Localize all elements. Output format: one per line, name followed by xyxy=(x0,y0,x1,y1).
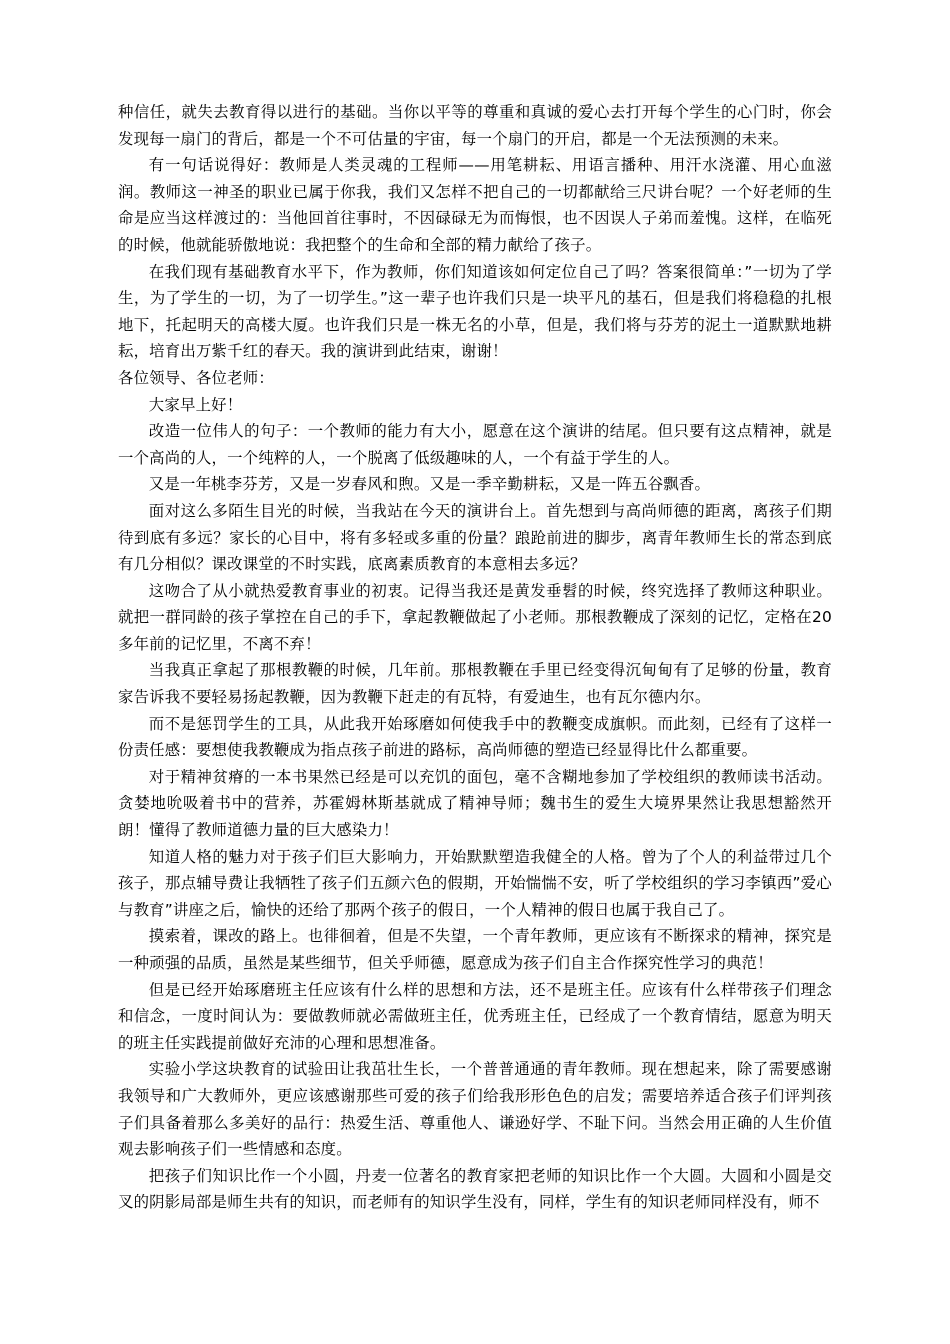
document-body xyxy=(118,99,832,1216)
paragraph: 而不是惩罚学生的工具，从此我开始琢磨如何使我手中的教鞭变成旗帜。而此刻，已经有了这样一份责任感：要想使我教鞭成为指点孩子前进的路标，高尚师德的塑造已经显得比什么都重要。 xyxy=(118,714,832,760)
paragraph: 实验小学这块教育的试验田让我茁壮生长，一个普普通通的青年教师。现在想起来，除了需要感谢我领导和广大教师外，更应该感谢那些可爱的孩子们给我形形色色的启发；需要培养适合孩子们评判孩子们具备着那么多美好的品行：热爱生活、尊重他人、谦逊好学、不耻下问。当然会用正确的人生价值观去影响孩子们一些情感和态度。 xyxy=(118,1060,832,1159)
greeting: 大家早上好！ xyxy=(148,395,243,414)
paragraph: 在我们现有基础教育水平下，作为教师，你们知道该如何定位自己了吗？答案很简单：”一切为了学生，为了学生的一切，为了一切学生。”这一辈子也许我们只是一块平凡的基石，但是我们将稳稳的扎根地下，托起明天的高楼大厦。也许我们只是一株无名的小草，但是，我们将与芬芳的泥土一道默默地耕耘，培育出万紫千红的春天。我的演讲到此结束，谢谢！ xyxy=(118,262,832,361)
paragraph: 摸索着，课改的路上。也徘徊着，但是不失望，一个青年教师，更应该有不断探求的精神，探究是一种顽强的品质，虽然是某些细节，但关乎师德，愿意成为孩子们自主合作探究性学习的典范！ xyxy=(118,927,832,972)
paragraph: 这吻合了从小就热爱教育事业的初衷。记得当我还是黄发垂髫的时候，终究选择了教师这种职业。就把一群同龄的孩子掌控在自己的手下，拿起教鞭做起了小老师。那根教鞭成了深刻的记忆，定格在20多年前的记忆里，不离不弃！ xyxy=(118,581,832,653)
paragraph: 种信任，就失去教育得以进行的基础。当你以平等的尊重和真诚的爱心去打开每个学生的心门时，你会发现每一扇门的背后，都是一个不可估量的宇宙，每一个扇门的开启，都是一个无法预测的未来。 xyxy=(118,103,832,148)
paragraph: 把孩子们知识比作一个小圆，丹麦一位著名的教育家把老师的知识比作一个大圆。大圆和小圆是交叉的阴影局部是师生共有的知识，而老师有的知识学生没有，同样，学生有的知识老师同样没有，师不 xyxy=(118,1166,832,1212)
paragraph: 又是一年桃李芬芳，又是一岁春风和煦。又是一季辛勤耕耘，又是一阵五谷飘香。 xyxy=(148,475,711,494)
paragraph: 对于精神贫瘠的一本书果然已经是可以充饥的面包，毫不含糊地参加了学校组织的教师读书活动。贪婪地吮吸着书中的营养，苏霍姆林斯基就成了精神导师；魏书生的爱生大境界果然让我思想豁然开朗！懂得了教师道德力量的巨大感染力！ xyxy=(118,767,832,840)
paragraph: 但是已经开始琢磨班主任应该有什么样的思想和方法，还不是班主任。应该有什么样带孩子们理念和信念，一度时间认为：要做教师就必需做班主任，优秀班主任，已经成了一个教育情结，愿意为明天的班主任实践提前做好充沛的心理和思想准备。 xyxy=(118,980,832,1052)
salutation: 各位领导、各位老师： xyxy=(118,368,274,387)
paragraph: 有一句话说得好：教师是人类灵魂的工程师——用笔耕耘、用语言播种、用汗水浇灌、用心血滋润。教师这一神圣的职业已属于你我，我们又怎样不把自己的一切都献给三尺讲台呢？一个好老师的生命是应当这样渡过的：当他回首往事时，不因碌碌无为而悔恨，也不因误人子弟而羞愧。这样，在临死的时候，他就能骄傲地说：我把整个的生命和全部的精力献给了孩子。 xyxy=(118,156,832,254)
paragraph: 知道人格的魅力对于孩子们巨大影响力，开始默默塑造我健全的人格。曾为了个人的利益带过几个孩子，那点辅导费让我牺牲了孩子们五颜六色的假期，开始惴惴不安，听了学校组织的学习李镇西”爱心与教育”讲座之后，愉快的还给了那两个孩子的假日，一个人精神的假日也属于我自己了。 xyxy=(118,847,832,919)
paragraph: 面对这么多陌生目光的时候，当我站在今天的演讲台上。首先想到与高尚师德的距离，离孩子们期待到底有多远？家长的心目中，将有多轻或多重的份量？踉跄前进的脚步，离青年教师生长的常态到底有几分相似？课改课堂的不时实践，底离素质教育的本意相去多远？ xyxy=(118,501,832,574)
paragraph: 改造一位伟人的句子：一个教师的能力有大小，愿意在这个演讲的结尾。但只要有这点精神，就是一个高尚的人，一个纯粹的人，一个脱离了低级趣味的人，一个有益于学生的人。 xyxy=(118,422,832,467)
paragraph: 当我真正拿起了那根教鞭的时候，几年前。那根教鞭在手里已经变得沉甸甸有了足够的份量，教育家告诉我不要轻易扬起教鞭，因为教鞭下赶走的有瓦特，有爱迪生，也有瓦尔德内尔。 xyxy=(118,661,832,707)
